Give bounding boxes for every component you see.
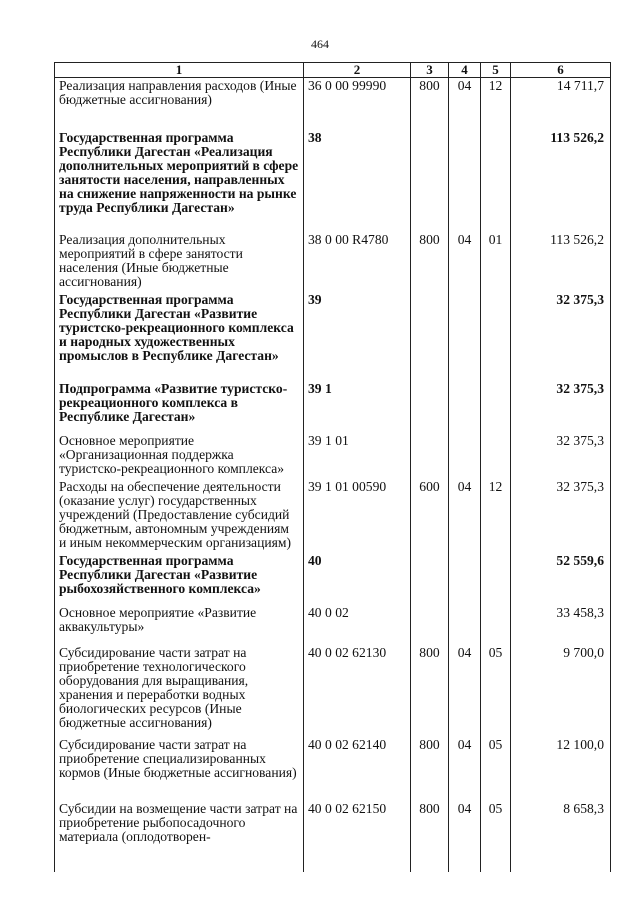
row-name: Расходы на обеспечение деятельности (оказание услуг) государственных учреждений (Предоставление субсидий бюджетным, автономным учреждениям и иным некоммерческим организациям): [55, 476, 304, 550]
row-pr: 01: [481, 229, 511, 289]
row-code: 39 1 01 00590: [304, 476, 411, 550]
row-vr: 600: [411, 476, 449, 550]
row-name: Субсидии на возмещение части затрат на приобретение рыбопосадочного материала (оплодотворен-: [55, 798, 304, 872]
column-header-4: 4: [449, 63, 481, 78]
row-amount: 52 559,6: [511, 550, 611, 602]
table-row: [55, 642, 611, 734]
row-code: 38 0 00 R4780: [304, 229, 411, 289]
table-row: [55, 602, 611, 642]
row-pr: [481, 127, 511, 229]
row-code: 36 0 00 99990: [304, 78, 411, 128]
row-amount: 113 526,2: [511, 127, 611, 229]
column-header-2: 2: [304, 63, 411, 78]
row-vr: 800: [411, 78, 449, 128]
row-code: 39 1: [304, 378, 411, 430]
row-pr: 12: [481, 78, 511, 128]
row-vr: [411, 289, 449, 378]
row-amount: 8 658,3: [511, 798, 611, 872]
row-vr: [411, 430, 449, 476]
row-vr: 800: [411, 734, 449, 798]
row-code: 40 0 02: [304, 602, 411, 642]
row-name: Основное мероприятие «Организационная поддержка туристско-рекреационного комплекса»: [55, 430, 304, 476]
table-row: [55, 734, 611, 798]
table-row: [55, 430, 611, 476]
row-name: Реализация направления расходов (Иные бюджетные ассигнования): [55, 78, 304, 128]
table-row: [55, 229, 611, 289]
row-rz: [449, 289, 481, 378]
row-name: Государственная программа Республики Дагестан «Развитие туристско-рекреационного комплекса и народных художественных промыслов в Республике Дагестан»: [55, 289, 304, 378]
column-header-1: 1: [55, 63, 304, 78]
column-header-3: 3: [411, 63, 449, 78]
row-code: 39: [304, 289, 411, 378]
row-code: 39 1 01: [304, 430, 411, 476]
row-name: Субсидирование части затрат на приобретение технологического оборудования для выращивания, хранения и переработки водных биологических ресурсов (Иные бюджетные ассигнования): [55, 642, 304, 734]
row-amount: 32 375,3: [511, 430, 611, 476]
table-row: [55, 289, 611, 378]
row-rz: 04: [449, 78, 481, 128]
row-amount: 33 458,3: [511, 602, 611, 642]
row-pr: [481, 430, 511, 476]
row-pr: 12: [481, 476, 511, 550]
table-header-row: [55, 63, 611, 78]
row-rz: [449, 378, 481, 430]
row-vr: 800: [411, 798, 449, 872]
row-amount: 32 375,3: [511, 289, 611, 378]
row-amount: 113 526,2: [511, 229, 611, 289]
row-code: 40 0 02 62140: [304, 734, 411, 798]
row-code: 40: [304, 550, 411, 602]
table-row: [55, 798, 611, 872]
row-amount: 12 100,0: [511, 734, 611, 798]
table-row: [55, 476, 611, 550]
row-vr: [411, 602, 449, 642]
row-pr: 05: [481, 734, 511, 798]
row-pr: [481, 602, 511, 642]
table-row: [55, 550, 611, 602]
row-rz: 04: [449, 642, 481, 734]
row-name: Подпрограмма «Развитие туристско-рекреационного комплекса в Республике Дагестан»: [55, 378, 304, 430]
row-name: Реализация дополнительных мероприятий в сфере занятости населения (Иные бюджетные ассигнования): [55, 229, 304, 289]
row-pr: [481, 289, 511, 378]
row-rz: 04: [449, 476, 481, 550]
row-amount: 32 375,3: [511, 476, 611, 550]
table-row: [55, 378, 611, 430]
row-code: 38: [304, 127, 411, 229]
row-name: Основное мероприятие «Развитие аквакультуры»: [55, 602, 304, 642]
row-vr: 800: [411, 229, 449, 289]
row-vr: [411, 550, 449, 602]
row-amount: 9 700,0: [511, 642, 611, 734]
row-rz: 04: [449, 798, 481, 872]
table-row: [55, 78, 611, 128]
row-rz: [449, 550, 481, 602]
row-rz: [449, 430, 481, 476]
row-pr: 05: [481, 642, 511, 734]
row-rz: [449, 602, 481, 642]
row-rz: 04: [449, 229, 481, 289]
row-vr: 800: [411, 642, 449, 734]
row-code: 40 0 02 62130: [304, 642, 411, 734]
row-pr: 05: [481, 798, 511, 872]
column-header-6: 6: [511, 63, 611, 78]
row-amount: 32 375,3: [511, 378, 611, 430]
row-name: Государственная программа Республики Дагестан «Развитие рыбохозяйственного комплекса»: [55, 550, 304, 602]
row-pr: [481, 378, 511, 430]
row-vr: [411, 378, 449, 430]
row-name: Государственная программа Республики Дагестан «Реализация дополнительных мероприятий в сфере занятости населения, направленных на снижение напряженности на рынке труда Республики Дагестан»: [55, 127, 304, 229]
row-rz: [449, 127, 481, 229]
page-number: 464: [311, 37, 329, 51]
row-pr: [481, 550, 511, 602]
row-code: 40 0 02 62150: [304, 798, 411, 872]
row-amount: 14 711,7: [511, 78, 611, 128]
row-vr: [411, 127, 449, 229]
column-header-5: 5: [481, 63, 511, 78]
table-row: [55, 127, 611, 229]
row-name: Субсидирование части затрат на приобретение специализированных кормов (Иные бюджетные ассигнования): [55, 734, 304, 798]
row-rz: 04: [449, 734, 481, 798]
budget-table: [54, 62, 611, 872]
